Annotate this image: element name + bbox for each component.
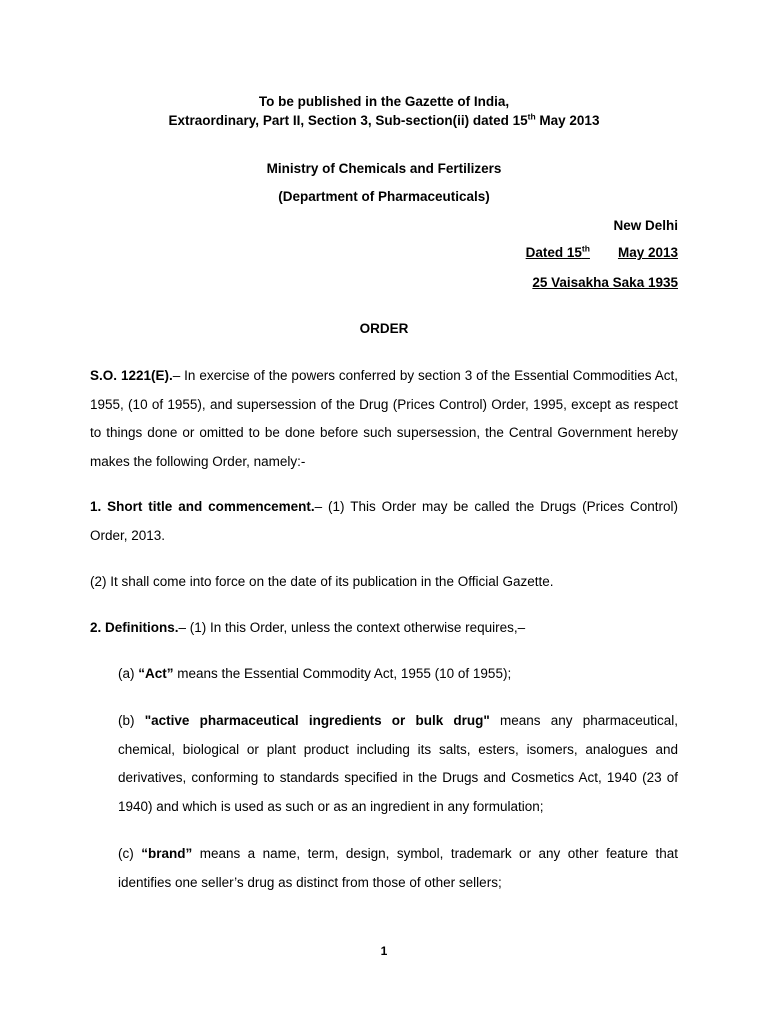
gazette-line-2-sup: th	[527, 111, 536, 122]
section-1-paragraph	[90, 493, 678, 550]
definition-b-text: means any pharmaceutical, chemical, biological or plant product including its salts, esters, isomers, analogues and derivatives, conforming to standards specified in the Drugs and Cosmetics Act, 1940 (23 of 1940) and which is used as such or as an ingredient in any formulation;	[118, 713, 679, 814]
definition-c	[118, 840, 678, 897]
dated-line	[90, 245, 678, 260]
definition-b-term: "active pharmaceutical ingredients or bulk drug"	[144, 713, 490, 728]
order-title: ORDER	[359, 321, 409, 336]
section-2-heading: 2. Definitions.	[90, 620, 179, 635]
definition-c-label: (c)	[118, 846, 142, 861]
dated-month: May 2013	[617, 245, 678, 260]
page-number: 1	[380, 944, 388, 958]
section-2-paragraph	[90, 614, 678, 643]
ministry-name: Ministry of Chemicals and Fertilizers	[266, 161, 502, 176]
preamble-text: – In exercise of the powers conferred by section 3 of the Essential Commodities Act, 1955, (10 of 1955), and supersession of the Drug (Prices Control) Order, 1995, except as respect to things done or omitted to be done before such supersession, the Central Government hereby makes the following Order, namely:-	[90, 368, 678, 469]
gazette-line-1: To be published in the Gazette of India,	[258, 94, 510, 109]
section-1-text: – (1) This Order may be called the Drugs (Prices Control) Order, 2013.	[90, 499, 678, 543]
definition-c-text: means a name, term, design, symbol, trademark or any other feature that identifies one seller’s drug as distinct from those of other sellers;	[118, 846, 678, 890]
definition-b-label: (b)	[118, 713, 145, 728]
definition-a-label: (a)	[118, 666, 139, 681]
section-1-heading: 1. Short title and commencement.	[90, 499, 315, 514]
definition-a	[118, 660, 678, 689]
place-name: New Delhi	[613, 218, 678, 233]
dated-day: Dated 15	[525, 245, 582, 260]
so-reference: S.O. 1221(E).	[90, 368, 173, 383]
section-1-clause-2: (2) It shall come into force on the date of its publication in the Official Gazette.	[90, 574, 554, 589]
section-2-text: – (1) In this Order, unless the context otherwise requires,–	[178, 620, 526, 635]
definition-b	[118, 707, 678, 821]
definition-a-text: means the Essential Commodity Act, 1955 (10 of 1955);	[173, 666, 512, 681]
saka-date	[90, 275, 678, 290]
definition-a-term: “Act”	[138, 666, 174, 681]
department-name: (Department of Pharmaceuticals)	[278, 189, 490, 204]
saka-date-text: 25 Vaisakha Saka 1935	[532, 275, 678, 290]
dated-text	[526, 245, 678, 260]
gazette-line-2-text: Extraordinary, Part II, Section 3, Sub-section(ii) dated 15	[168, 113, 528, 128]
gazette-line-2-month: May 2013	[535, 113, 600, 128]
dated-sup: th	[581, 243, 590, 254]
definition-c-term: “brand”	[141, 846, 193, 861]
gazette-line-2	[90, 113, 678, 128]
preamble-paragraph	[90, 362, 678, 476]
